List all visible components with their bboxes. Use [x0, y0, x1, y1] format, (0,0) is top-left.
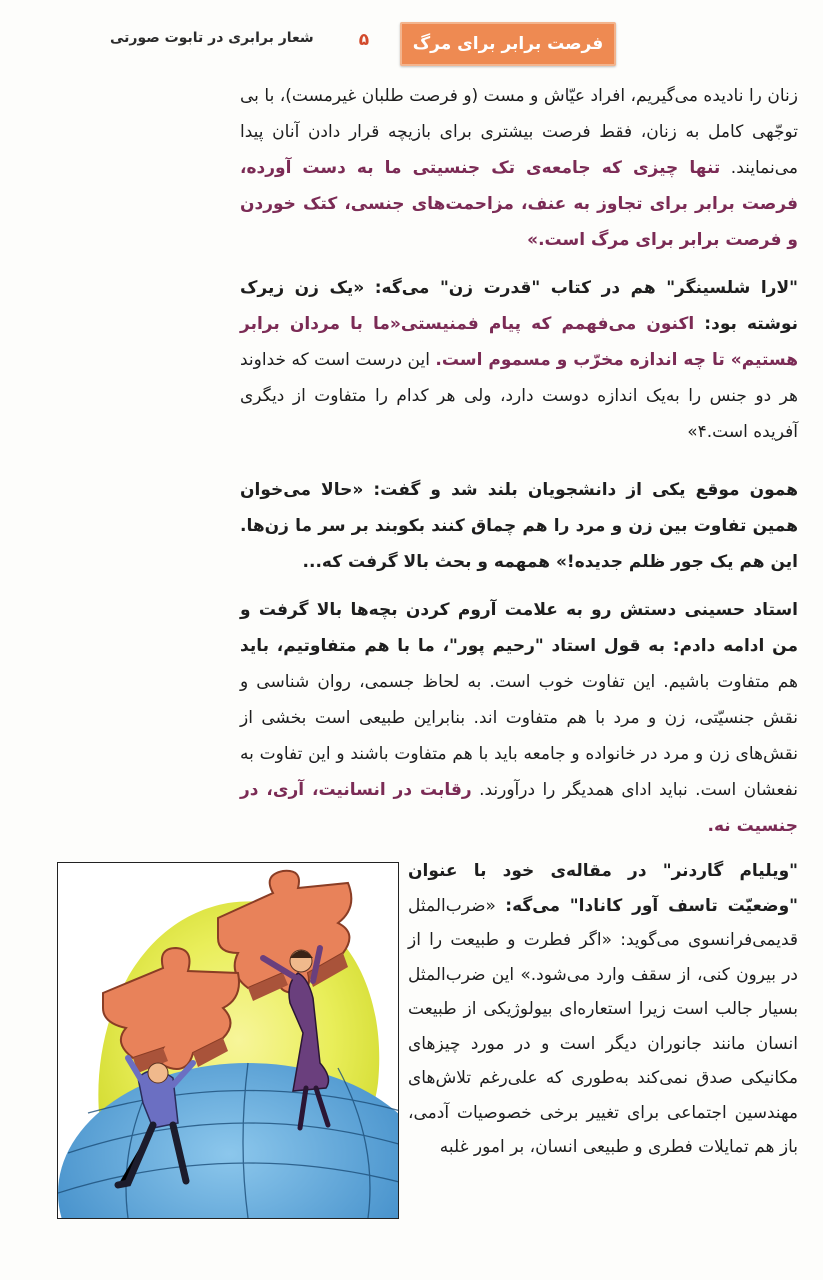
- page-header: [0, 22, 823, 66]
- chapter-title-badge: فرصت برابر برای مرگ: [400, 22, 616, 66]
- paragraph-1: [240, 78, 798, 258]
- paragraph-1-text: زنان را نادیده می‌گیریم، افراد عیّاش و مست (و فرصت طلبان غیرمست)، با بی توجّهی کامل به زنان، فقط فرصت بیشتری برای بازیچه قرار دادن آنان پیدا می‌نمایند.: [240, 86, 798, 178]
- paragraph-1-highlight: تنها چیزی که جامعه‌ی تک جنسیتی ما به دست آورده، فرصت برابر برای تجاوز به عنف، مزاحمت‌های جنسی، کتک خوردن و فرصت برابر برای مرگ است.»: [240, 158, 798, 250]
- paragraph-4: [240, 592, 798, 844]
- paragraph-5-text: «ضرب‌المثل قدیمی‌فرانسوی می‌گوید: «اگر فطرت و طبیعت را از در بیرون کنی، از سقف وارد می‌شود.» این ضرب‌المثل بسیار جالب است زیرا استعاره‌ای بیولوژیکی از طبیعت انسان مانند جانوران دیگر است و در مورد چیزهای مکانیکی صدق نمی‌کند به‌طوری که علی‌رغم تلاش‌های مهندسین اجتماعی برای تغییر برخی خصوصیات آدمی، باز هم تمایلات فطری و طبیعی انسان، بر امور غلبه: [408, 895, 798, 1157]
- paragraph-5-bold: "ویلیام گاردنر" در مقاله‌ی خود با عنوان "وضعیّت تاسف آور کانادا" می‌گه:: [408, 861, 798, 916]
- puzzle-figures-image: [58, 863, 398, 1218]
- paragraph-4-text: هم متفاوت باشیم. این تفاوت خوب است. به لحاظ جسمی، روان شناسی و نقش جنسیّتی، زن و مرد با هم متفاوت اند. بنابراین طبیعی است بخشی از نقش‌های زن و مرد در خانواده و جامعه باید با هم متفاوت باشند و این تفاوت به نفعشان است. نباید ادای همدیگر را درآورند.: [240, 672, 799, 800]
- paragraph-3: همون موقع یکی از دانشجویان بلند شد و گفت: «حالا می‌خوان همین تفاوت بین زن و مرد را هم چماق کنند بکوبند بر سر ما زن‌ها. این هم یک جور ظلم جدیده!» همهمه و بحث بالا گرفت که...: [240, 480, 798, 572]
- paragraph-4-bold: استاد حسینی دستش رو به علامت آروم کردن بچه‌ها بالا گرفت و من ادامه دادم: به قول استاد "رحیم پور"، ما با هم متفاوتیم، باید: [240, 600, 798, 656]
- paragraph-2: [240, 270, 798, 450]
- paragraph-5: [408, 854, 798, 1165]
- puzzle-illustration: [57, 862, 399, 1219]
- paragraph-2-intro: "لارا شلسینگر" هم در کتاب "قدرت زن" می‌گه: «یک زن زیرک نوشته بود:: [240, 278, 798, 334]
- page-number: ۵: [358, 30, 370, 50]
- paragraph-2-text: این درست است که خداوند هر دو جنس را به‌یک اندازه دوست دارد، ولی هر کدام را متفاوت از دیگری آفریده است.۴»: [240, 350, 798, 442]
- running-subtitle: شعار برابری در تابوت صورتی: [110, 30, 314, 46]
- paragraph-2-highlight: اکنون می‌فهمم که پیام فمنیستی«ما با مردان برابر هستیم» تا چه اندازه مخرّب و مسموم است.: [240, 314, 798, 370]
- paragraph-4-highlight: رقابت در انسانیت، آری، در جنسیت نه.: [240, 780, 798, 836]
